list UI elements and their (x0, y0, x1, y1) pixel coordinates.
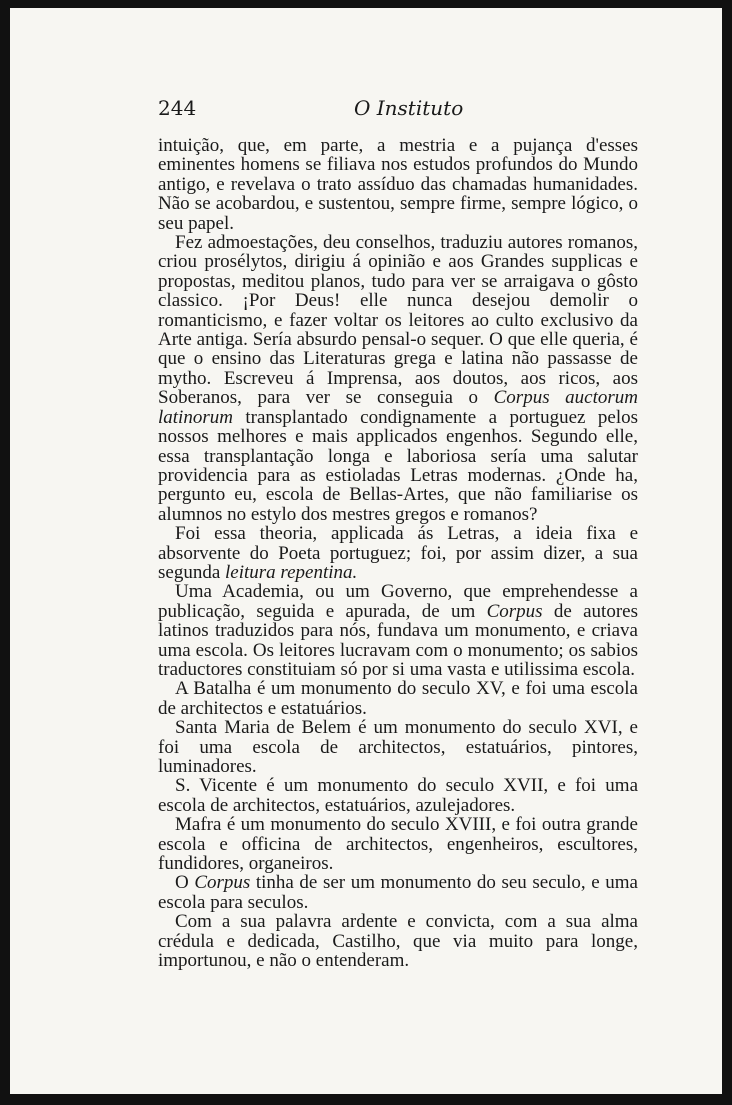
italic-text-segment: Corpus (486, 600, 543, 622)
text-segment: de autores latinos traduzidos para nós, fundava um monumento, e criava uma escola. Os leitores lucravam com o monumento; os sabios traductores constituiam só por si uma vasta e utilissima escola. (158, 600, 638, 680)
text-segment: transplantado condignamente a portuguez pelos nossos melhores e mais applicados engenhos. Segundo elle, essa transplantação longa e laboriosa sería uma salutar providencia para as estioladas Letras modernas. ¿Onde ha, pergunto eu, escola de Bellas-Artes, que não familiarise os alumnos no estylo dos mestres gregos e romanos? (158, 406, 638, 525)
paragraph (158, 776, 638, 815)
running-title: O Instituto (354, 96, 464, 120)
text-segment: S. Vicente é um monumento do seculo XVII, e foi uma escola de architectos, estatuários, azulejadores. (158, 775, 638, 816)
text-segment: Foi essa theoria, applicada ás Letras, a ideia fixa e absorvente do Poeta portuguez; foi, por assim dizer, a sua segunda (158, 523, 638, 583)
text-segment: O (175, 872, 195, 894)
text-segment: Com a sua palavra ardente e convicta, com a sua alma crédula e dedicada, Castilho, que via muito para longe, importunou, e não o entenderam. (158, 911, 638, 972)
paragraph (158, 873, 638, 912)
page-header (158, 96, 638, 126)
paragraph (158, 233, 638, 524)
text-segment: A Batalha é um monumento do seculo XV, e foi uma escola de architectos e estatuários. (158, 678, 638, 719)
text-segment: Mafra é um monumento do seculo XVIII, e foi outra grande escola e officina de architectos, engenheiros, escultores, fundidores, organeiros. (158, 814, 638, 875)
text-segment: Santa Maria de Belem é um monumento do seculo XVI, e foi uma escola de architectos, estatuários, pintores, luminadores. (158, 717, 638, 777)
italic-text-segment: leitura repentina. (225, 561, 358, 583)
italic-text-segment: Corpus auctorum latinorum (158, 387, 638, 428)
paragraph (158, 718, 638, 776)
page-number: 244 (158, 96, 197, 120)
book-page (10, 8, 722, 1094)
text-segment: tinha de ser um monumento do seu seculo, e uma escola para seculos. (158, 872, 638, 913)
paragraph (158, 912, 638, 970)
italic-text-segment: Corpus (194, 872, 251, 894)
paragraph (158, 582, 638, 679)
paragraph (158, 524, 638, 582)
paragraph (158, 679, 638, 718)
body-text (158, 136, 638, 970)
text-segment: intuição, que, em parte, a mestria e a pujança d'esses eminentes homens se filiava nos estudos profundos do Mundo antigo, e revelava o trato assíduo das chamadas humanidades. Não se acobardou, e sustentou, sempre firme, sempre lógico, o seu papel. (158, 135, 638, 234)
paragraph (158, 136, 638, 233)
text-segment: Uma Academia, ou um Governo, que emprehendesse a publicação, seguida e apurada, de um (158, 581, 638, 622)
text-segment: Fez admoestações, deu conselhos, traduziu autores romanos, criou prosélytos, dirigiu á opinião e aos Grandes supplicas e propostas, meditou planos, tudo para ver se arraigava o gôsto classico. ¡Por Deus! elle nunca desejou demolir o romanticismo, e fazer voltar os leitores ao culto exclusivo da Arte antiga. Sería absurdo pensal-o sequer. O que elle queria, é que o ensino das Literaturas grega e latina não passasse de mytho. Escreveu á Imprensa, aos doutos, aos ricos, aos Soberanos, para ver se conseguia o (158, 232, 638, 409)
paragraph (158, 815, 638, 873)
